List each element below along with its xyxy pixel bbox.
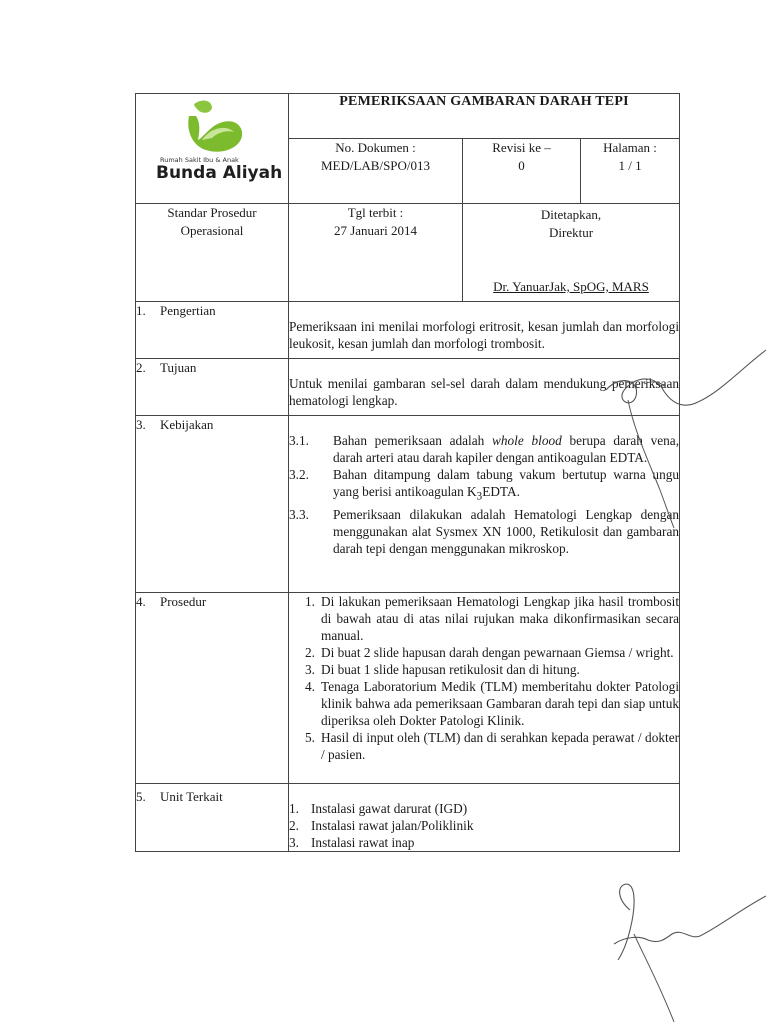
revision-label: Revisi ke – <box>492 140 551 155</box>
list-item: 3.3. Pemeriksaan dilakukan adalah Hematologi Lengkap dengan menggunakan alat Sysmex XN 1000, Retikulosit dan gambaran darah tepi dengan menggunakan mikroskop. <box>289 506 680 556</box>
page-value: 1 / 1 <box>618 158 642 173</box>
list-item: 3. Instalasi rawat inap <box>289 835 415 850</box>
section-kebijakan-content <box>289 416 680 593</box>
logo-tagline: Rumah Sakit Ibu & Anak <box>160 156 239 164</box>
page-cell <box>581 139 680 204</box>
doc-type-cell <box>136 204 289 302</box>
doc-number-value: MED/LAB/SPO/013 <box>320 158 431 173</box>
list-item: 3.2. Bahan ditampung dalam tabung vakum bertutup warna ungu yang berisi antikoagulan $K_3EDTA$. <box>289 467 680 503</box>
section-prosedur-content <box>289 593 680 784</box>
issue-date-value: 27 Januari 2014 <box>333 223 418 238</box>
list-item: 2. Instalasi rawat jalan/Poliklinik <box>289 818 474 833</box>
director-name: Dr. YanuarJak, SpOG, MARS <box>493 279 649 294</box>
revision-value: 0 <box>518 158 525 173</box>
spo-table <box>135 93 680 852</box>
section-unit-content <box>289 784 680 852</box>
revision-cell <box>463 139 581 204</box>
section-tujuan-text: Untuk menilai gambaran sel-sel darah dalam mendukung pemeriksaan hematologi lengkap. <box>289 359 680 416</box>
list-item: 2. Di buat 2 slide hapusan darah dengan pewarnaan Giemsa / wright. <box>305 645 674 660</box>
spo-document <box>135 93 679 911</box>
logo-name: Bunda Aliyah <box>156 163 282 183</box>
approval-role: Direktur <box>548 225 594 240</box>
list-item: 1. Di lakukan pemeriksaan Hematologi Lengkap jika hasil trombosit di bawah atau di atas nilai rujukan maka dikonfirmasikan secara manual. <box>305 594 680 643</box>
approval-label: Ditetapkan, <box>540 207 602 222</box>
logo-cell <box>136 94 289 204</box>
list-item: 3. Di buat 1 slide hapusan retikulosit dan di hitung. <box>305 662 580 677</box>
issue-date-label: Tgl terbit : <box>347 205 404 220</box>
section-prosedur-label: 4. Prosedur <box>136 593 289 784</box>
issue-date-cell <box>289 204 463 302</box>
document-title: PEMERIKSAAN GAMBARAN DARAH TEPI <box>289 94 680 139</box>
page-label: Halaman : <box>603 140 657 155</box>
doc-number-cell <box>289 139 463 204</box>
hospital-logo <box>142 96 282 186</box>
section-pengertian-text: Pemeriksaan ini menilai morfologi eritrosit, kesan jumlah dan morfologi leukosit, kesan jumlah dan morfologi trombosit. <box>289 302 680 359</box>
approval-cell <box>463 204 680 302</box>
doc-type-line1: Standar Prosedur <box>167 205 257 220</box>
list-item: 3.1. Bahan pemeriksaan adalah whole blood berupa darah vena, darah arteri atau darah kapiler dengan antikoagulan EDTA. <box>289 433 680 465</box>
doc-number-label: No. Dokumen : <box>335 140 416 155</box>
section-kebijakan-label: 3. Kebijakan <box>136 416 289 593</box>
leaf-icon <box>188 101 242 152</box>
list-item: 1. Instalasi gawat darurat (IGD) <box>289 801 468 816</box>
list-item: 4. Tenaga Laboratorium Medik (TLM) memberitahu dokter Patologi klinik bahwa ada pemeriksaan Gambaran darah tepi dan siap untuk diperiksa oleh Dokter Patologi Klinik. <box>305 679 680 728</box>
section-tujuan-label: 2. Tujuan <box>136 359 289 416</box>
list-item: 5. Hasil di input oleh (TLM) dan di serahkan kepada perawat / dokter / pasien. <box>305 730 680 762</box>
section-pengertian-label: 1. Pengertian <box>136 302 289 359</box>
doc-type-line2: Operasional <box>180 223 244 238</box>
section-unit-label: 5. Unit Terkait <box>136 784 289 852</box>
